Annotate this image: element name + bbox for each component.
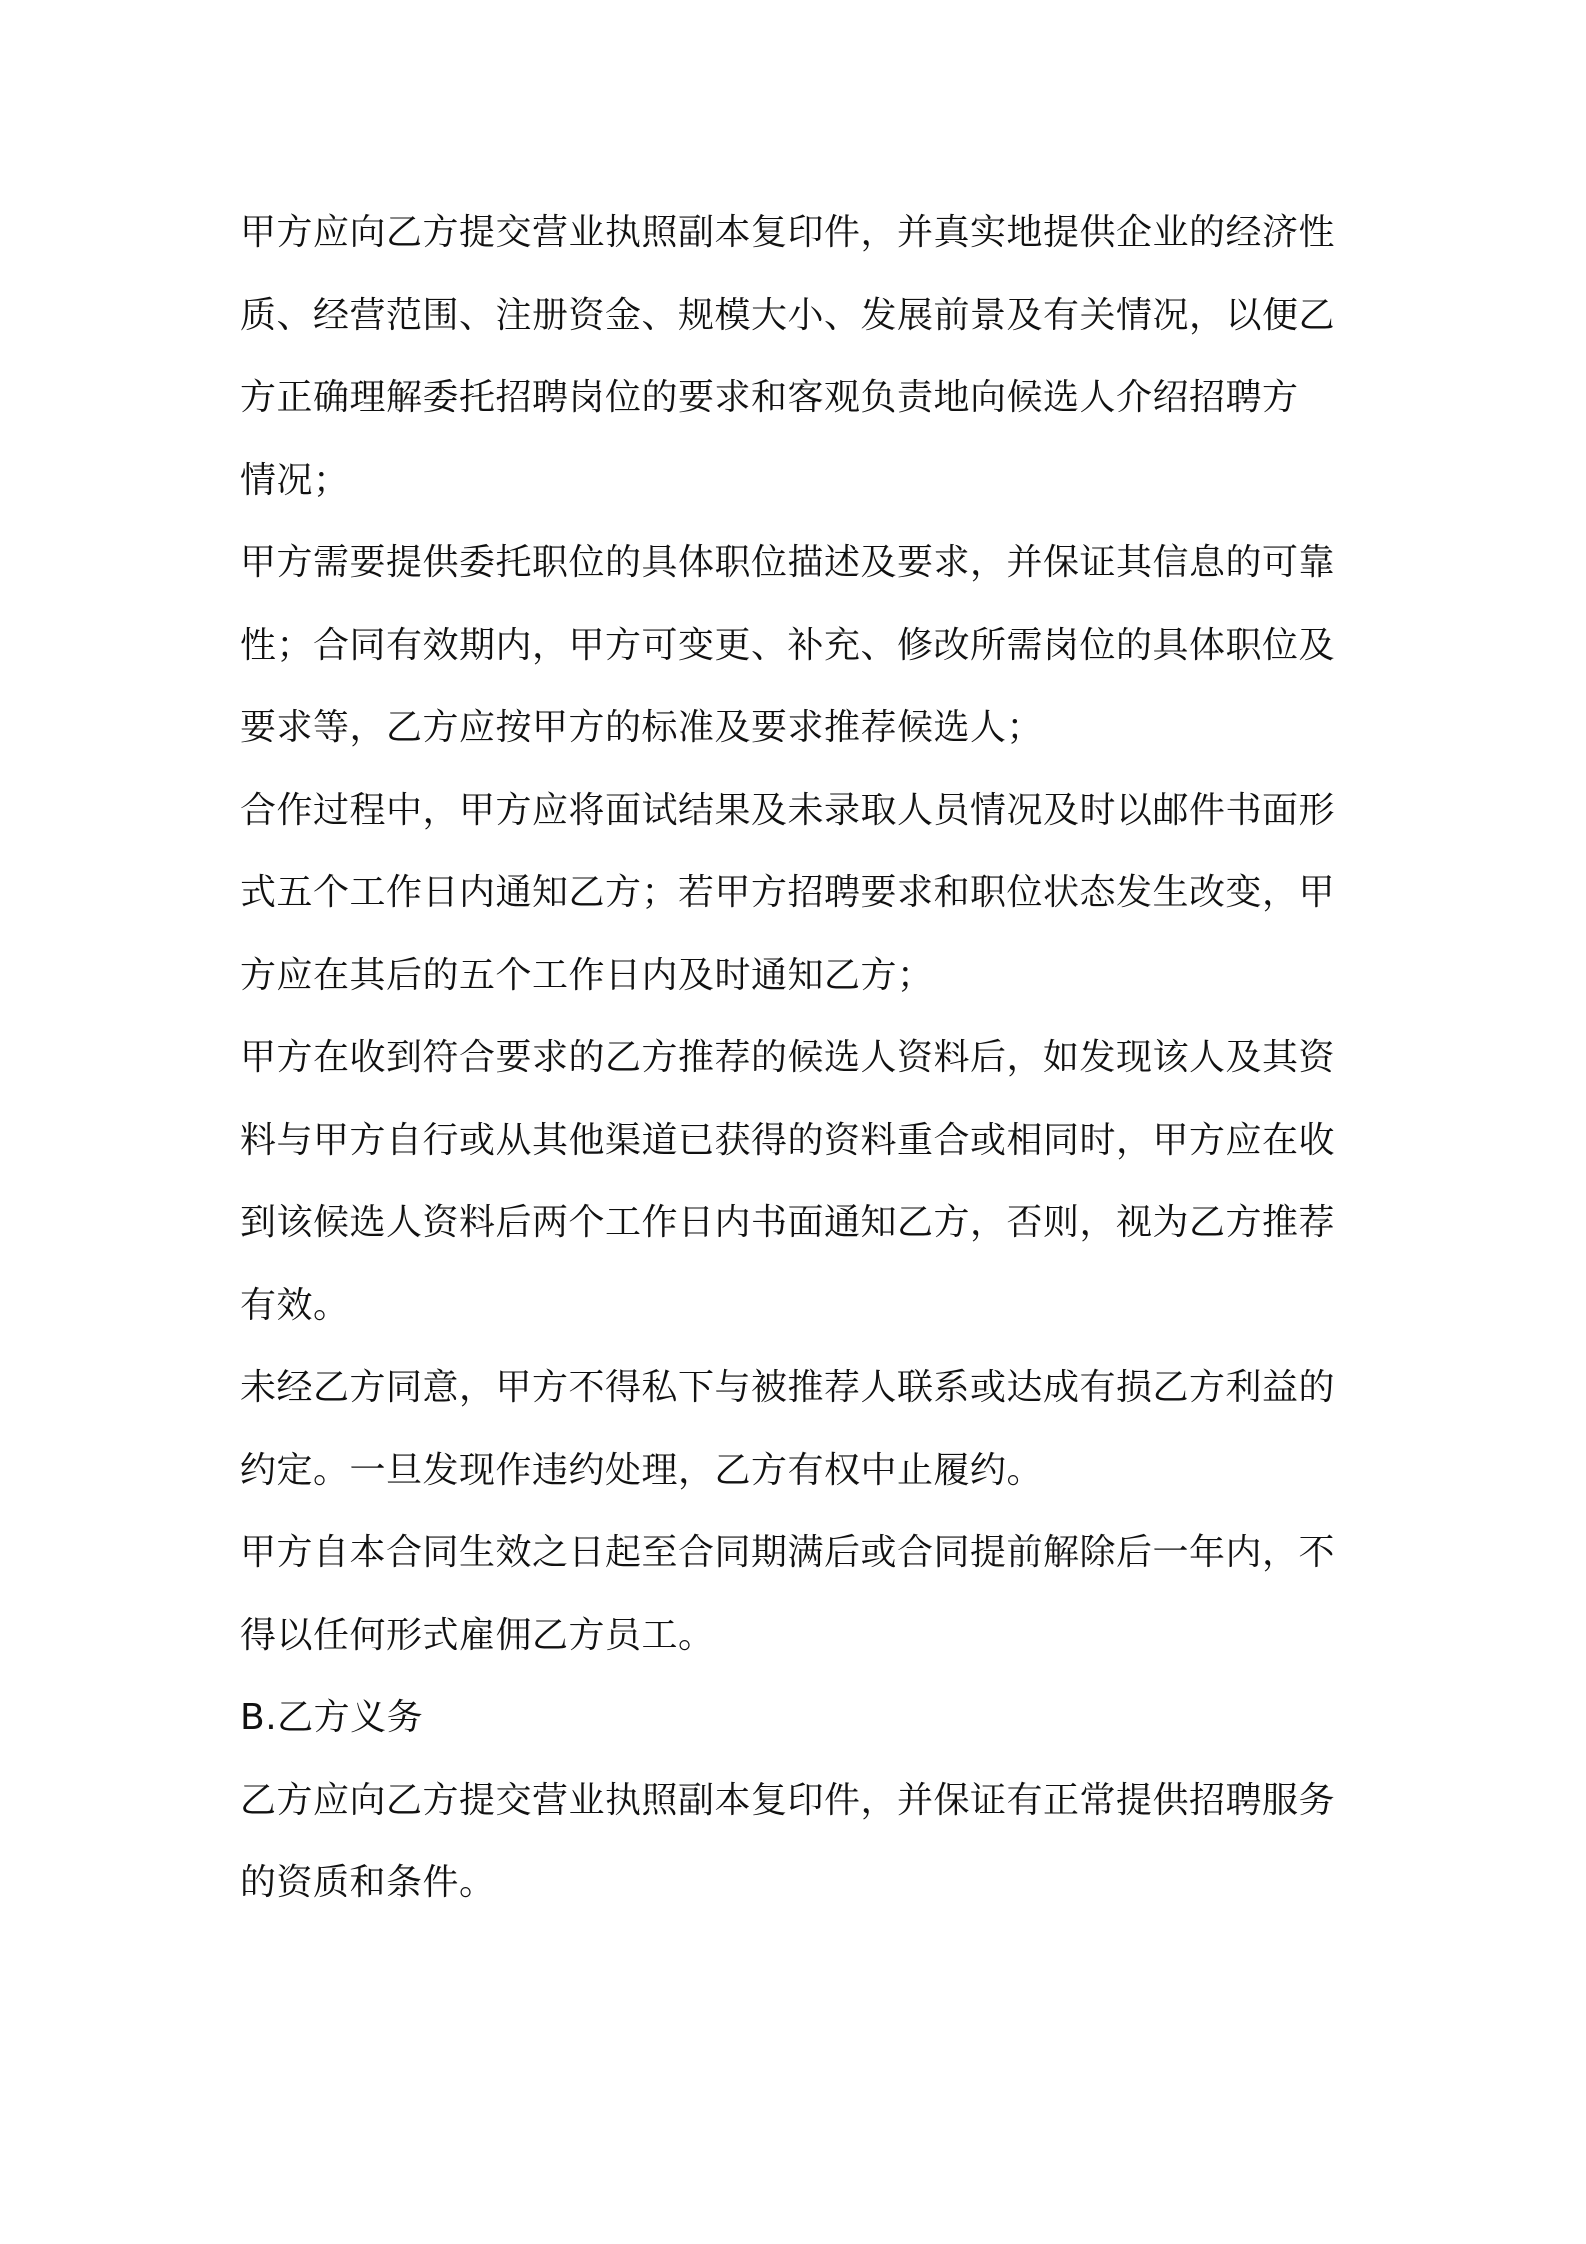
text-line: 方正确理解委托招聘岗位的要求和客观负责地向候选人介绍招聘方 bbox=[240, 377, 1299, 418]
text-line: 甲方在收到符合要求的乙方推荐的候选人资料后，如发现该人及其资 bbox=[240, 1037, 1336, 1078]
text-line: 未经乙方同意，甲方不得私下与被推荐人联系或达成有损乙方利益的 bbox=[240, 1367, 1336, 1408]
text-line: 得以任何形式雇佣乙方员工。 bbox=[240, 1614, 715, 1656]
paragraph-party-a-no-private-contact bbox=[240, 1347, 1358, 1512]
text-line: 约定。一旦发现作违约处理，乙方有权中止履约。 bbox=[240, 1449, 1044, 1491]
text-line: 到该候选人资料后两个工作日内书面通知乙方，否则，视为乙方推荐 bbox=[240, 1202, 1336, 1243]
text-line: 甲方需要提供委托职位的具体职位描述及要求，并保证其信息的可靠 bbox=[240, 542, 1336, 583]
text-line: 乙方应向乙方提交营业执照副本复印件，并保证有正常提供招聘服务 bbox=[240, 1779, 1336, 1821]
text-line: 的资质和条件。 bbox=[240, 1862, 496, 1903]
text-line: 质、经营范围、注册资金、规模大小、发展前景及有关情况，以便乙 bbox=[240, 294, 1336, 336]
text-line: 甲方自本合同生效之日起至合同期满后或合同提前解除后一年内，不 bbox=[240, 1532, 1336, 1573]
paragraph-party-a-interview-notice bbox=[240, 770, 1358, 1018]
text-line: 甲方应向乙方提交营业执照副本复印件，并真实地提供企业的经济性 bbox=[240, 212, 1336, 253]
text-line: 情况； bbox=[240, 459, 350, 501]
section-heading-party-b-obligations bbox=[240, 1677, 1358, 1760]
text-line: 方应在其后的五个工作日内及时通知乙方； bbox=[240, 954, 934, 996]
paragraph-party-a-no-hiring-staff bbox=[240, 1512, 1358, 1677]
paragraph-party-b-license bbox=[240, 1760, 1358, 1925]
text-line: 合作过程中，甲方应将面试结果及未录取人员情况及时以邮件书面形 bbox=[240, 789, 1336, 831]
text-line: 要求等，乙方应按甲方的标准及要求推荐候选人； bbox=[240, 707, 1044, 748]
paragraph-party-a-duplicate-candidate bbox=[240, 1017, 1358, 1347]
paragraph-party-a-license bbox=[240, 192, 1358, 522]
text-line: 料与甲方自行或从其他渠道已获得的资料重合或相同时，甲方应在收 bbox=[240, 1119, 1336, 1161]
text-line: B.乙方义务 bbox=[240, 1697, 424, 1738]
text-line: 性；合同有效期内，甲方可变更、补充、修改所需岗位的具体职位及 bbox=[240, 624, 1336, 666]
document-body bbox=[240, 192, 1358, 1925]
text-line: 有效。 bbox=[240, 1284, 350, 1326]
text-line: 式五个工作日内通知乙方；若甲方招聘要求和职位状态发生改变，甲 bbox=[240, 872, 1336, 913]
paragraph-party-a-job-description bbox=[240, 522, 1358, 770]
